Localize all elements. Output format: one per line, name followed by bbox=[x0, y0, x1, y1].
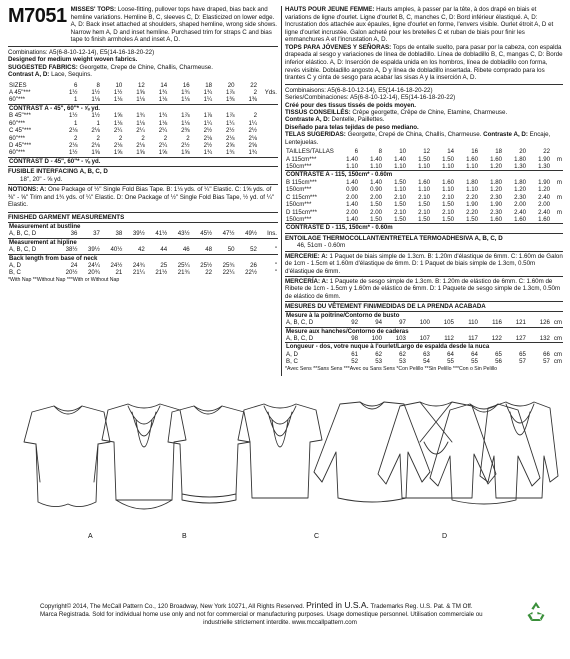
poitrine-label-row: Mesure à la poitrine/Contorno de busto bbox=[285, 311, 563, 319]
printed-in: Printed in U.S.A. bbox=[306, 600, 369, 610]
yardage-row: 60"*** 1 1⅛ 1⅛ 1⅛ 1⅛ 1⅛ 1¼ 1⅜ 1⅜ bbox=[9, 96, 257, 104]
metrage-row: B 115cm*** 1.40 1.40 1.50 1.60 1.60 1.80 1.80 1.80 1.90 m bbox=[286, 178, 562, 186]
view-a-front-illustration bbox=[24, 406, 110, 507]
entoilage: ENTOILAGE THERMOCOLLANT/ENTRETELA TERMOADHESIVA A, B, C, D bbox=[285, 233, 563, 242]
pattern-number: M7051 bbox=[8, 5, 67, 27]
mesures-title: MESURES DU VÊTEMENT FINI/MEDIDAS DE LA PRENDA ACABADA bbox=[285, 301, 563, 310]
usage-line-2: industrielle strictement interdite. www.mccallpattern.com bbox=[203, 619, 357, 627]
combinations-fr: Combinaisons: A5(6-8-10-12-14), E5(14-16-18-20-22) bbox=[285, 86, 433, 94]
metrage-row: 150cm*** 0.90 0.90 1.10 1.10 1.10 1.10 1.20 1.20 1.20 bbox=[286, 186, 550, 194]
contraste-d-row: CONTRASTE D - 115, 150cm* - 0.60m bbox=[285, 224, 563, 232]
spanish-description: TOPS PARA JÓVENES Y SEÑORAS: Tops de entalle suelto, para pasar por la cabeza, con espalda drapeada al sesgo y variaciones de línea de dobladillo. Línea de dobladillo B, C, mangas C, D: Borde inferior elástico. A, D: Inserción de espalda unida en los hombros, línea de dobladillo con forma, revés visible. Dobladillo angosto A, D y línea de dobladillo insertada. Ribete comprado para los tirantes C y cinta de sesgo para acabar las sisas A y la inserción A, D. bbox=[285, 43, 563, 82]
view-d-front-illustration bbox=[430, 404, 540, 504]
footer bbox=[40, 600, 520, 627]
footnote-en: *With Nap **Without Nap ***With or Without Nap bbox=[8, 276, 120, 283]
yardage-row: 60"*** 2 2 2 2 2 2 2⅛ 2⅛ 2⅛ bbox=[9, 134, 257, 142]
view-b-back-illustration bbox=[238, 404, 322, 498]
metrage-row: 150cm*** 1.40 1.50 1.50 1.50 1.50 1.50 1.60 1.60 1.60 bbox=[286, 215, 550, 223]
french-spanish-column bbox=[285, 6, 563, 372]
english-description bbox=[71, 6, 278, 44]
usage-line: Marca Registrada. Sold for individual home use only and not for commercial or manufacturing purposes. Usage domestique personnel. Utilisation commerciale ou bbox=[40, 611, 483, 619]
finished-measurements-title: FINISHED GARMENT MEASUREMENTS bbox=[8, 212, 278, 221]
bust-label-row: Measurement at bustline bbox=[8, 222, 278, 230]
tailles-header-row: TAILLES/TALLAS 6 8 10 12 14 16 18 20 22 bbox=[286, 148, 550, 156]
metrage-row: 150cm*** 1.40 1.50 1.50 1.50 1.50 1.90 1.90 2.00 2.00 bbox=[286, 201, 550, 209]
fusible-interfacing: FUSIBLE INTERFACING A, B, C, D bbox=[8, 166, 278, 175]
english-title: MISSES' TOPS: bbox=[70, 6, 117, 13]
longueur-label-row: Longueur - dos, votre nuque à l'ourlet/Largo de espalda desde la nuca bbox=[285, 343, 563, 351]
recycle-icon bbox=[524, 600, 548, 624]
view-c-back-illustration bbox=[378, 402, 496, 498]
view-c-front-illustration bbox=[314, 402, 430, 502]
view-b-front-illustration bbox=[168, 406, 250, 503]
fusible-value: 18", 20" - ⅝ yd. bbox=[20, 175, 63, 183]
yardage-row: A 45"*** 1½ 1½ 1½ 1⅝ 1¾ 1¾ 1¾ 1⅞ 2 Yds. bbox=[9, 88, 277, 96]
poitrine-row: A, B, C, D 92 94 97 100 105 110 116 121 126 cm bbox=[286, 319, 562, 327]
sizes-header-row: SIZES 6 8 10 12 14 16 18 20 22 bbox=[9, 81, 257, 89]
disenado: Diseñado para telas tejidas de peso mediano. bbox=[285, 123, 419, 131]
yardage-table-fr bbox=[285, 148, 563, 232]
hanches-row: A, B, C, D 98 100 103 107 112 117 122 127 132 cm bbox=[286, 334, 562, 342]
english-column bbox=[8, 6, 278, 283]
back-row: B, C 20½ 20¾ 21 21¼ 21½ 21¾ 22 22¼ 22½ " bbox=[9, 269, 277, 277]
footnote-fr: *Avec Sens **Sans Sens ***Avec ou Sans Sens *Con Pelillo **Sin Pelillo ***Con o Sin Pelillo bbox=[285, 365, 498, 372]
contrast-a-row: CONTRAST A - 45", 60"* - ⅝ yd. bbox=[8, 104, 278, 112]
metrage-row: A 115cm*** 1.40 1.40 1.40 1.50 1.50 1.60 1.60 1.80 1.90 m bbox=[286, 155, 562, 163]
combinations-es: Series/Combinaciones: A5(6-8-10-12-14), E5(14-16-18-20-22) bbox=[285, 94, 456, 102]
english-desc-text: Loose-fitting, pullover tops have draped, bias back and hemline variations. Hemline B, C, sleeves C, D: Elasticized on lower edge. A, D: Back inset attached at shoulders, shaped hemline, wrong side shows. Narrow hem A, D and inset hemline. Purchased trim for straps C and bias tape to finish armholes A and inset A, D. bbox=[70, 6, 278, 44]
view-d-back-illustration bbox=[480, 402, 558, 498]
hip-label-row: Measurement at hipline bbox=[8, 238, 278, 246]
bust-row: A, B, C, D 36 37 38 39½ 41½ 43½ 45½ 47½ 49½ Ins. bbox=[9, 230, 277, 238]
view-label-d: D bbox=[442, 533, 448, 540]
yardage-row: B 45"*** 1½ 1½ 1⅝ 1¾ 1¾ 1⅞ 1⅞ 1⅞ 2 bbox=[9, 112, 257, 120]
view-label-b: B bbox=[182, 533, 187, 540]
yardage-row: C 45"*** 2⅛ 2⅛ 2¼ 2¼ 2¼ 2⅜ 2½ 2½ 2½ bbox=[9, 127, 257, 135]
telas-sugeridas: TELAS SUGERIDAS: Georgette, Crepé de China, Challís, Charmeuse. Contraste A, D: Encaje, Lentejuelas. bbox=[285, 131, 551, 146]
combinations: Combinations: A5(6-8-10-12-14), E5(14-16-18-20-22) bbox=[8, 48, 155, 56]
longueur-row: B, C 52 53 53 54 55 55 56 57 57 cm bbox=[286, 358, 562, 366]
yardage-row: 60"*** 1 1 1⅛ 1⅛ 1⅛ 1⅛ 1¼ 1¼ 1¼ bbox=[9, 119, 257, 127]
measurements-table-fr bbox=[285, 311, 563, 366]
measurements-table-en bbox=[8, 222, 278, 277]
hanches-label-row: Mesure aux hanches/Contorno de caderas bbox=[285, 327, 563, 335]
metrage-row: 150cm*** 1.10 1.10 1.10 1.10 1.10 1.10 1.20 1.30 1.30 bbox=[286, 162, 550, 170]
contrast-d-row: CONTRAST D - 45", 60"* - ⅝ yd. bbox=[8, 157, 278, 165]
hip-row: A, B, C, D 38½ 39½ 40½ 42 44 46 48 50 52 " bbox=[9, 246, 277, 254]
suggested-fabrics: SUGGESTED FABRICS: Georgette, Crepe de Chine, Challis, Charmeuse. bbox=[8, 63, 213, 71]
contrast-fabrics: Contrast A, D: Lace, Sequins. bbox=[8, 71, 93, 79]
view-a-back-illustration bbox=[102, 404, 186, 509]
metrage-row: D 115cm*** 2.00 2.00 2.10 2.10 2.10 2.20 2.30 2.40 2.40 m bbox=[286, 208, 562, 216]
mercerie: MERCERIE: A: 1 Paquet de biais simple de 1.3cm. B: 1.20m d'élastique de 6mm. C: 1.60m de Galon de 1cm - 1.5cm et 1.60m d'élastique de 6mm. D: 1 Paquet de biais simple de 1.3cm, 0.50m d'élastique de 6mm. bbox=[285, 252, 563, 275]
copyright-line: Copyright© 2014, The McCall Pattern Co., 120 Broadway, New York 10271, All Rights Reserved. Printed in U.S.A. Trademarks Reg. U.S. Pat. & TM Off. bbox=[40, 600, 473, 610]
contraste-a-row: CONTRASTE A - 115, 150cm* - 0.60m bbox=[285, 171, 563, 179]
merceria: MERCERÍA: A: 1 Paquete de sesgo simple de 1.3cm. B: 1.20m de elástico de 6mm. C: 1.60m de Ribete de 1cm - 1.5cm y 1.60m de elástico de 6mm. D: 1 Paquete de sesgo simple de 1.3cm, 0.50m de elástico de 6mm. bbox=[285, 276, 563, 300]
notions: NOTIONS: A: One Package of ½" Single Fold Bias Tape. B: 1⅛ yds. of ¼" Elastic. C: 1⅝ yds. of ⅜" - ⅝" Trim and 1¾ yds. of ¼" Elastic. D: One Package of ½" Single Fold Bias Tape, ½ yd. of ¼" Elastic. bbox=[8, 184, 278, 208]
cree-pour: Créé pour des tissus tissés de poids moyen. bbox=[285, 101, 417, 109]
view-label-a: A bbox=[88, 533, 93, 540]
back-label-row: Back length from base of neck bbox=[8, 254, 278, 262]
entoilage-value: 46, 51cm - 0.60m bbox=[297, 242, 346, 250]
back-row: A, D 24 24¼ 24½ 24¾ 25 25¼ 25½ 25¾ 26 " bbox=[9, 261, 277, 269]
tissus-conseilles: TISSUS CONSEILLÉS: Crêpe georgette, Crêpe de Chine, Etamine, Charmeuse. bbox=[285, 108, 508, 116]
metrage-row: C 115cm*** 2.00 2.00 2.10 2.10 2.10 2.20 2.30 2.30 2.40 m bbox=[286, 193, 562, 201]
header bbox=[8, 6, 278, 44]
yardage-row: 60"*** 1½ 1⅝ 1⅝ 1⅝ 1⅝ 1⅝ 1¾ 1¾ 1¾ bbox=[9, 149, 257, 157]
yardage-table-en bbox=[8, 82, 278, 166]
french-description: HAUTS POUR JEUNE FEMME: Hauts amples, à passer par la tête, à dos drapé en biais et variations de ligne d'ourlet. Ligne d'ourlet B, C, manches C, D: Bord inférieur élastiqué. A, D: Incrustation dos attachée aux épaules, ligne d'ourlet en forme, l'envers visible. Ourlet étroit A, D et ligne d'ourlet incrustée. Galon acheté pour les bretelles C et ruban de biais pour finir les emmanchures A et l'incrustation A, D. bbox=[285, 6, 554, 44]
designed-for: Designed for medium weight woven fabrics. bbox=[8, 56, 138, 64]
view-label-c: C bbox=[314, 533, 320, 540]
yardage-row: D 45"*** 2⅛ 2⅛ 2⅛ 2⅛ 2¼ 2½ 2½ 2⅝ 2⅝ bbox=[9, 141, 257, 149]
contraste-fr: Contraste A, D: Dentelle, Paillettes. bbox=[285, 116, 385, 124]
longueur-row: A, D 61 62 62 63 64 64 65 65 66 cm bbox=[286, 350, 562, 358]
garment-illustrations bbox=[10, 382, 560, 570]
